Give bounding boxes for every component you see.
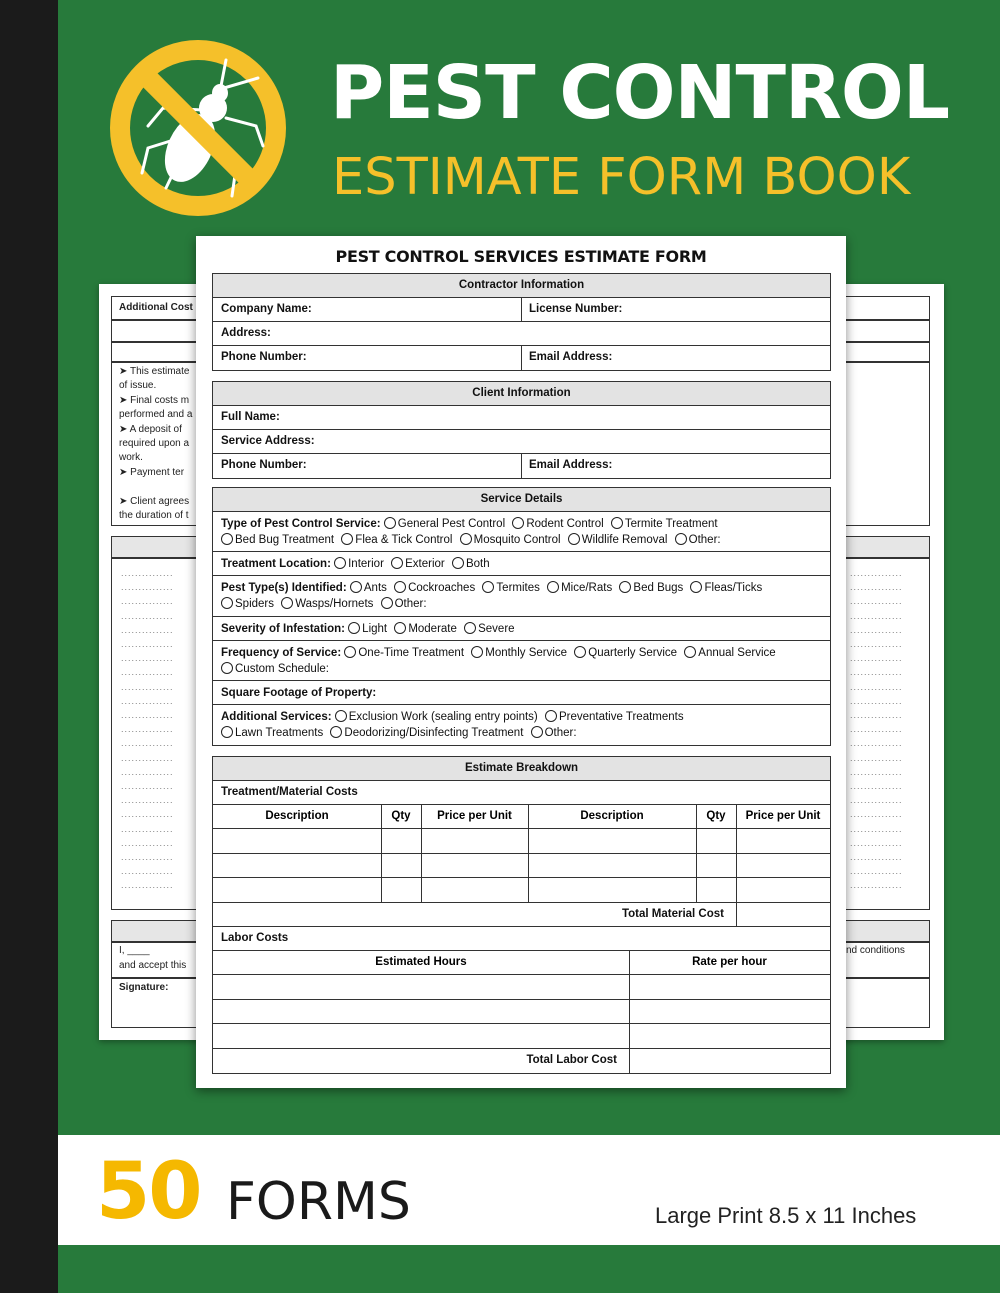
radio-icon[interactable] bbox=[611, 517, 623, 529]
material-label-row bbox=[213, 781, 830, 805]
contractor-email-label: Email Address: bbox=[529, 351, 613, 363]
service-section bbox=[212, 487, 831, 746]
radio-option[interactable]: Light bbox=[348, 623, 387, 635]
radio-icon[interactable] bbox=[344, 646, 356, 658]
radio-icon[interactable] bbox=[690, 581, 702, 593]
term-line: ➤ A deposit of bbox=[119, 424, 182, 435]
total-material-label: Total Material Cost bbox=[621, 908, 724, 920]
form-count-word: FORMS bbox=[226, 1172, 411, 1232]
radio-icon[interactable] bbox=[547, 581, 559, 593]
service-address-label: Service Address: bbox=[221, 435, 315, 447]
radio-icon[interactable] bbox=[568, 533, 580, 545]
labor-costs-label: Labor Costs bbox=[221, 932, 289, 944]
radio-option[interactable]: Other: bbox=[675, 534, 721, 546]
col-price: Price per Unit bbox=[421, 805, 528, 829]
radio-icon[interactable] bbox=[334, 557, 346, 569]
agreement-accept: and accept this bbox=[119, 960, 187, 971]
radio-icon[interactable] bbox=[452, 557, 464, 569]
radio-option[interactable]: General Pest Control bbox=[384, 518, 505, 530]
radio-icon[interactable] bbox=[464, 622, 476, 634]
term-line: performed and a bbox=[119, 409, 193, 420]
radio-option[interactable]: Custom Schedule: bbox=[221, 663, 329, 675]
radio-option[interactable]: Termites bbox=[482, 582, 539, 594]
additional-services-label: Additional Services: bbox=[221, 711, 332, 723]
size-note: Large Print 8.5 x 11 Inches bbox=[655, 1203, 917, 1228]
radio-icon[interactable] bbox=[335, 710, 347, 722]
radio-option[interactable]: Bed Bugs bbox=[619, 582, 683, 594]
radio-icon[interactable] bbox=[531, 726, 543, 738]
radio-icon[interactable] bbox=[330, 726, 342, 738]
radio-option[interactable]: One-Time Treatment bbox=[344, 647, 464, 659]
agreement-conditions: nd conditions bbox=[846, 945, 905, 956]
location-label: Treatment Location: bbox=[221, 558, 331, 570]
sqft-label: Square Footage of Property: bbox=[221, 687, 377, 699]
client-phone-label: Phone Number: bbox=[221, 459, 307, 471]
radio-option[interactable]: Wasps/Hornets bbox=[281, 598, 373, 610]
cover-spine bbox=[0, 0, 58, 1293]
radio-icon[interactable] bbox=[471, 646, 483, 658]
labor-label-row bbox=[213, 927, 830, 951]
frequency-label: Frequency of Service: bbox=[221, 647, 342, 659]
total-labor-label: Total Labor Cost bbox=[526, 1054, 617, 1066]
service-type-row bbox=[213, 512, 830, 552]
radio-option[interactable]: Exclusion Work (sealing entry points) bbox=[335, 711, 538, 723]
radio-icon[interactable] bbox=[384, 517, 396, 529]
front-form-page bbox=[196, 236, 846, 1088]
term-line: work. bbox=[119, 452, 143, 463]
sqft-row bbox=[213, 681, 830, 705]
radio-option[interactable]: Other: bbox=[381, 598, 427, 610]
radio-option[interactable]: Termite Treatment bbox=[611, 518, 718, 530]
additional-services-row bbox=[213, 705, 830, 745]
radio-icon[interactable] bbox=[675, 533, 687, 545]
term-line: the duration of t bbox=[119, 510, 189, 521]
radio-icon[interactable] bbox=[350, 581, 362, 593]
term-line: ➤ Final costs m bbox=[119, 395, 190, 406]
radio-icon[interactable] bbox=[381, 597, 393, 609]
term-line: required upon a bbox=[119, 438, 190, 449]
radio-icon[interactable] bbox=[341, 533, 353, 545]
client-phone-row bbox=[213, 454, 830, 478]
cover-subtitle: ESTIMATE FORM BOOK bbox=[332, 148, 911, 207]
radio-option[interactable]: Mice/Rats bbox=[547, 582, 612, 594]
radio-option[interactable]: Monthly Service bbox=[471, 647, 567, 659]
radio-icon[interactable] bbox=[281, 597, 293, 609]
service-address-row bbox=[213, 430, 830, 454]
signature-label: Signature: bbox=[119, 982, 169, 993]
radio-option[interactable]: Fleas/Ticks bbox=[690, 582, 762, 594]
full-name-row bbox=[213, 406, 830, 430]
term-line: of issue. bbox=[119, 380, 157, 391]
radio-option[interactable]: Mosquito Control bbox=[460, 534, 561, 546]
col-estimated-hours: Estimated Hours bbox=[213, 951, 629, 975]
radio-option[interactable]: Spiders bbox=[221, 598, 274, 610]
radio-icon[interactable] bbox=[221, 726, 233, 738]
pest-type-label: Pest Type(s) Identified: bbox=[221, 582, 347, 594]
labor-table bbox=[213, 951, 830, 1049]
address-row bbox=[213, 322, 830, 346]
material-costs-label: Treatment/Material Costs bbox=[221, 786, 358, 798]
radio-option[interactable]: Deodorizing/Disinfecting Treatment bbox=[330, 727, 523, 739]
address-label: Address: bbox=[221, 327, 271, 339]
radio-icon[interactable] bbox=[394, 581, 406, 593]
notes-dots: ............... ............... ............... ............... ............... ............... ............... ............... ............... ............... ............... ............... ............... ............... ............... ............... ............... ............... ............... ............... ............... ............... ............... bbox=[121, 568, 174, 891]
col-description: Description bbox=[213, 805, 381, 829]
radio-option[interactable]: Ants bbox=[350, 582, 387, 594]
estimate-heading: Estimate Breakdown bbox=[213, 757, 830, 781]
radio-option[interactable]: Lawn Treatments bbox=[221, 727, 323, 739]
additional-cost-label: Additional Cost bbox=[119, 302, 193, 313]
col-description: Description bbox=[528, 805, 696, 829]
radio-icon[interactable] bbox=[512, 517, 524, 529]
radio-icon[interactable] bbox=[684, 646, 696, 658]
radio-option[interactable]: Preventative Treatments bbox=[545, 711, 684, 723]
col-qty: Qty bbox=[696, 805, 736, 829]
radio-option[interactable]: Interior bbox=[334, 558, 384, 570]
agreement-name-line: I, ____ bbox=[119, 945, 150, 956]
estimate-section bbox=[212, 756, 831, 1074]
term-line: ➤ Payment ter bbox=[119, 467, 185, 478]
cover-title: PEST CONTROL bbox=[330, 50, 949, 136]
form-title: PEST CONTROL SERVICES ESTIMATE FORM bbox=[335, 247, 707, 266]
radio-icon[interactable] bbox=[221, 597, 233, 609]
term-line: ➤ Client agrees bbox=[119, 496, 190, 507]
radio-icon[interactable] bbox=[348, 622, 360, 634]
radio-icon[interactable] bbox=[460, 533, 472, 545]
no-bugs-icon bbox=[108, 38, 288, 218]
radio-option[interactable]: Annual Service bbox=[684, 647, 775, 659]
radio-option[interactable]: Bed Bug Treatment bbox=[221, 534, 334, 546]
severity-row bbox=[213, 617, 830, 641]
radio-option[interactable]: Severe bbox=[464, 623, 514, 635]
company-name-label: Company Name: bbox=[221, 303, 312, 315]
radio-option[interactable]: Cockroaches bbox=[394, 582, 475, 594]
client-section bbox=[212, 381, 831, 479]
form-count-number: 50 bbox=[96, 1147, 201, 1237]
radio-option[interactable]: Other: bbox=[531, 727, 577, 739]
radio-icon[interactable] bbox=[482, 581, 494, 593]
radio-icon[interactable] bbox=[394, 622, 406, 634]
pest-type-row bbox=[213, 576, 830, 617]
col-qty: Qty bbox=[381, 805, 421, 829]
contractor-section bbox=[212, 273, 831, 371]
term-line: ➤ This estimate bbox=[119, 366, 190, 377]
col-rate: Rate per hour bbox=[629, 951, 830, 975]
contractor-heading: Contractor Information bbox=[213, 274, 830, 298]
service-type-label: Type of Pest Control Service: bbox=[221, 518, 381, 530]
radio-icon[interactable] bbox=[221, 533, 233, 545]
radio-icon[interactable] bbox=[221, 662, 233, 674]
contractor-phone-label: Phone Number: bbox=[221, 351, 307, 363]
radio-option[interactable]: Exterior bbox=[391, 558, 445, 570]
notes-dots: ............... ............... ............... ............... ............... ............... ............... ............... ............... ............... ............... ............... ............... ............... ............... ............... ............... ............... ............... ............... ............... ............... ............... bbox=[850, 568, 903, 891]
service-heading: Service Details bbox=[213, 488, 830, 512]
material-table bbox=[213, 805, 830, 903]
location-row bbox=[213, 552, 830, 576]
radio-icon[interactable] bbox=[545, 710, 557, 722]
total-labor-row bbox=[213, 1049, 830, 1073]
radio-icon[interactable] bbox=[619, 581, 631, 593]
radio-option[interactable]: Wildlife Removal bbox=[568, 534, 668, 546]
radio-option[interactable]: Rodent Control bbox=[512, 518, 603, 530]
radio-option[interactable]: Flea & Tick Control bbox=[341, 534, 452, 546]
client-heading: Client Information bbox=[213, 382, 830, 406]
contractor-phone-row bbox=[213, 346, 830, 370]
radio-icon[interactable] bbox=[391, 557, 403, 569]
radio-option[interactable]: Both bbox=[452, 558, 490, 570]
total-material-row bbox=[213, 903, 830, 927]
company-row bbox=[213, 298, 830, 322]
severity-label: Severity of Infestation: bbox=[221, 623, 345, 635]
license-number-label: License Number: bbox=[529, 303, 623, 315]
frequency-row bbox=[213, 641, 830, 681]
radio-option[interactable]: Quarterly Service bbox=[574, 647, 677, 659]
radio-icon[interactable] bbox=[574, 646, 586, 658]
client-email-label: Email Address: bbox=[529, 459, 613, 471]
full-name-label: Full Name: bbox=[221, 411, 280, 423]
col-price: Price per Unit bbox=[736, 805, 830, 829]
radio-option[interactable]: Moderate bbox=[394, 623, 457, 635]
